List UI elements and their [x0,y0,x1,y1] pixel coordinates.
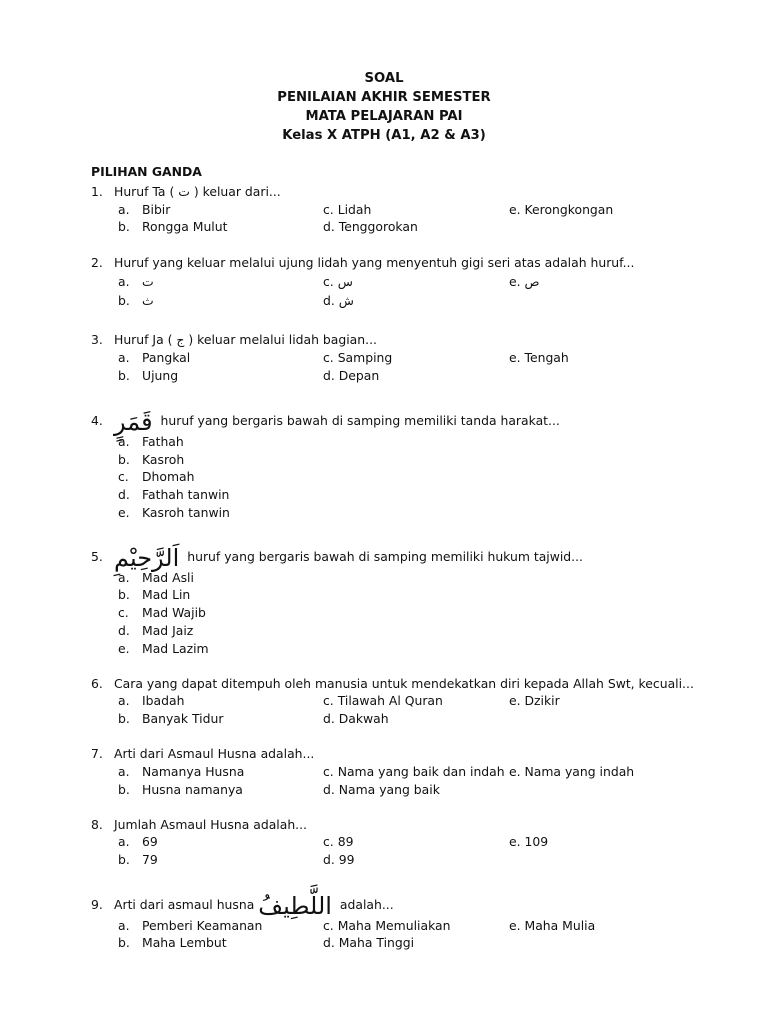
option-d: ش [338,293,354,308]
question-1 [0,183,768,201]
arabic-word: اَلرَّحِيْمِ [114,543,180,572]
question-text [114,407,560,436]
option-b: Husna namanya [142,782,243,797]
question-text-post: adalah... [339,897,394,912]
option-c: Dhomah [142,469,195,484]
question-number: 4. [91,413,103,428]
option-b: Kasroh [142,452,185,467]
option-e: e. 109 [509,834,549,849]
question-text-pre: Arti dari asmaul husna [114,897,255,912]
option-label: d. [118,487,130,502]
option-b: Ujung [142,368,179,383]
question-text-body: huruf yang bergaris bawah di samping memiliki hukum tajwid... [187,549,583,564]
option-label: b. [118,219,130,234]
option-c: c. Tilawah Al Quran [323,693,443,708]
option-label: d. [118,623,130,638]
option-row [0,451,768,469]
question-5 [0,543,768,572]
question-text [114,331,377,349]
question-text: Huruf yang keluar melalui ujung lidah yang menyentuh gigi seri atas adalah huruf... [114,255,635,270]
option-row [0,833,768,851]
question-number: 2. [91,255,103,270]
option-row [0,504,768,522]
question-9 [0,891,768,920]
option-label: a. [118,918,130,933]
question-number: 5. [91,549,103,564]
option-label: c. [118,469,129,484]
option-e: e. Dzikir [509,693,560,708]
question-text-pre: Huruf Ja ( [114,332,177,347]
option-row [0,586,768,604]
question-2 [0,254,768,272]
option-c: Mad Wajib [142,605,206,620]
header-line-3: MATA PELAJARAN PAI [305,109,463,124]
document-header [0,69,768,145]
question-text-post: ) keluar melalui lidah bagian... [184,332,377,347]
question-text [114,543,583,572]
option-a: Mad Asli [142,570,194,585]
option-label: e. [509,274,525,289]
option-d: Mad Jaiz [142,623,194,638]
header-line-2: PENILAIAN AKHIR SEMESTER [277,90,491,105]
option-a: Namanya Husna [142,764,245,779]
option-c: c. Nama yang baik dan indah [323,764,505,779]
option-e: e. Tengah [509,350,569,365]
option-row [0,604,768,622]
question-4 [0,407,768,436]
option-label: a. [118,834,130,849]
option-a: Fathah [142,434,184,449]
option-label: a. [118,350,130,365]
question-6 [0,675,768,693]
option-row [0,710,768,728]
option-d: d. Tenggorokan [323,219,418,234]
option-row [0,781,768,799]
section-title: PILIHAN GANDA [91,164,202,179]
option-c: c. Lidah [323,202,372,217]
option-label: a. [118,274,130,289]
option-row [0,292,768,310]
question-number: 3. [91,332,103,347]
option-row [0,917,768,935]
arabic-word: اللَّطِيفُ [258,891,332,920]
option-b: Banyak Tidur [142,711,224,726]
question-text [114,891,394,920]
option-label: b. [118,935,130,950]
option-row [0,569,768,587]
question-text-body: huruf yang bergaris bawah di samping memiliki tanda harakat... [160,413,560,428]
option-label: b. [118,368,130,383]
option-row [0,763,768,781]
option-label: b. [118,293,130,308]
option-label: b. [118,452,130,467]
option-c: c. Samping [323,350,393,365]
header-line-4: Kelas X ATPH (A1, A2 & A3) [282,128,486,143]
option-d: d. Maha Tinggi [323,935,415,950]
option-a: Pemberi Keamanan [142,918,263,933]
question-number: 8. [91,817,103,832]
option-e: Kasroh tanwin [142,505,230,520]
option-a: Bibir [142,202,171,217]
question-number: 7. [91,746,103,761]
question-text: Jumlah Asmaul Husna adalah... [114,817,307,832]
option-b: 79 [142,852,158,867]
question-text-post: ) keluar dari... [189,184,281,199]
arabic-word: قَمَرٍ [114,407,153,436]
option-row [0,433,768,451]
option-label: e. [118,505,130,520]
option-b: Mad Lin [142,587,191,602]
option-d: Fathah tanwin [142,487,230,502]
option-d: d. 99 [323,852,355,867]
option-row [0,692,768,710]
option-d: d. Dakwah [323,711,389,726]
option-b: Rongga Mulut [142,219,228,234]
option-label: a. [118,764,130,779]
option-e: ص [524,274,540,289]
option-row [0,934,768,952]
question-7 [0,745,768,763]
question-8 [0,816,768,834]
option-a: 69 [142,834,158,849]
option-label: a. [118,693,130,708]
option-c: س [337,274,353,289]
option-label: b. [118,587,130,602]
arabic-letter: ت [178,184,190,199]
option-b: Maha Lembut [142,935,227,950]
option-e: e. Maha Mulia [509,918,596,933]
option-e: Mad Lazim [142,641,209,656]
question-3 [0,331,768,349]
header-line-1: SOAL [364,71,404,86]
option-label: e. [118,641,130,656]
question-text-pre: Huruf Ta ( [114,184,179,199]
option-row [0,468,768,486]
question-number: 1. [91,184,103,199]
option-row [0,851,768,869]
option-label: c. [118,605,129,620]
option-row [0,349,768,367]
option-row [0,486,768,504]
option-a: ت [142,274,154,289]
option-d: d. Depan [323,368,380,383]
question-text [114,183,281,201]
question-number: 9. [91,897,103,912]
option-row [0,640,768,658]
option-label: a. [118,570,130,585]
option-row [0,273,768,291]
option-row [0,367,768,385]
option-label: c. [323,274,338,289]
option-label: a. [118,202,130,217]
option-e: e. Kerongkongan [509,202,614,217]
question-number: 6. [91,676,103,691]
option-c: c. 89 [323,834,354,849]
option-c: c. Maha Memuliakan [323,918,451,933]
option-a: Pangkal [142,350,191,365]
option-e: e. Nama yang indah [509,764,635,779]
option-label: d. [323,293,339,308]
question-text: Arti dari Asmaul Husna adalah... [114,746,315,761]
option-label: b. [118,711,130,726]
option-row [0,622,768,640]
option-b: ث [142,293,154,308]
option-row [0,201,768,219]
option-a: Ibadah [142,693,185,708]
option-label: a. [118,434,130,449]
option-label: b. [118,852,130,867]
option-label: b. [118,782,130,797]
option-row [0,218,768,236]
question-text: Cara yang dapat ditempuh oleh manusia untuk mendekatkan diri kepada Allah Swt, kecuali... [114,676,694,691]
option-d: d. Nama yang baik [323,782,440,797]
arabic-letter: ج [176,332,185,347]
